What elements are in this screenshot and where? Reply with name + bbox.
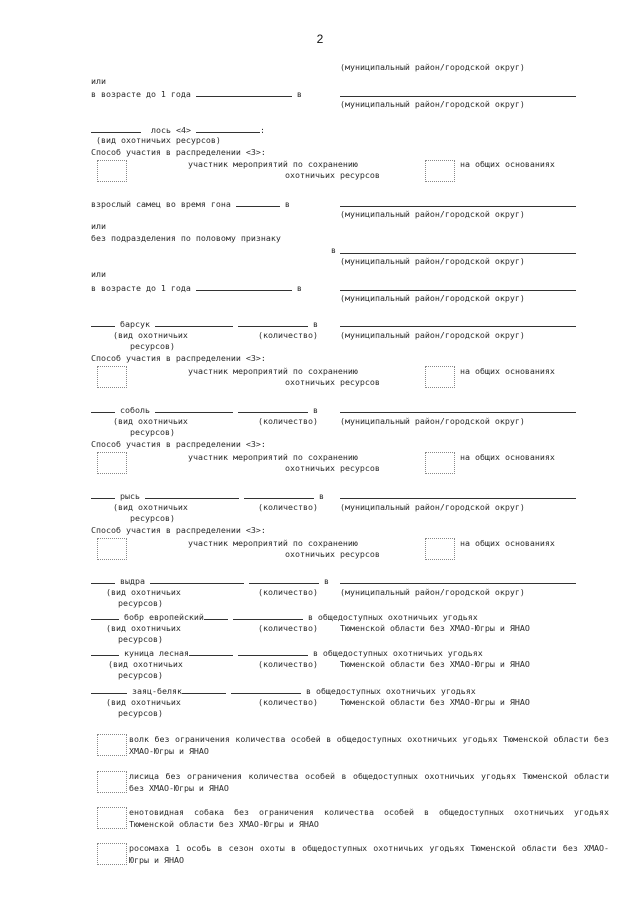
blank-field[interactable] [155,318,233,327]
quantity-caption: (количество) [258,659,318,669]
no-sex-label: без подразделения по половому признаку [91,233,281,243]
marten-label: куница лесная [124,648,189,658]
fox-text: лисица без ограничения количества особей в общедоступных охотничьих угодьях Тюменской области без ХМАО-Югры и ЯНАО [129,771,609,793]
species-caption: (вид охотничьих [106,587,181,597]
blank-field[interactable] [91,124,141,133]
resources-caption: ресурсов) [130,341,175,351]
blank-field[interactable] [196,88,292,97]
blank-field[interactable] [91,575,115,584]
mun-field[interactable] [340,583,576,584]
blank-field[interactable] [91,490,115,499]
blank-field[interactable] [238,647,308,656]
quantity-caption: (количество) [258,502,318,512]
mun-caption: (муниципальный район/городской округ) [340,209,525,219]
resources-caption: ресурсов) [118,634,163,644]
in-label: в [296,89,302,99]
participant-text-1: участник мероприятий по сохранению [188,538,358,548]
species-caption: (вид охотничьих [108,659,183,669]
mun-caption: (муниципальный район/городской округ) [340,293,525,303]
sable-label: соболь [120,405,150,415]
species-caption: (вид охотничьих [106,697,181,707]
mun-field[interactable] [340,253,576,254]
blank-field[interactable] [244,490,314,499]
mun-field[interactable] [340,96,576,97]
raccoon-checkbox[interactable] [97,807,127,829]
beaver-row [91,611,478,622]
participation-label: Способ участия в распределении <3>: [91,353,266,363]
mun-caption: (муниципальный район/городской округ) [340,62,525,72]
fox-checkbox[interactable] [97,771,127,793]
blank-field[interactable] [236,198,280,207]
wolf-text: волк без ограничения количества особей в общедоступных охотничьих угодьях Тюменской области без ХМАО-Югры и ЯНАО [129,734,609,756]
participant-text-1: участник мероприятий по сохранению [188,159,358,169]
blank-field[interactable] [91,611,119,620]
hare-label: заяц-беляк [132,686,182,696]
badger-row [91,318,318,329]
resources-caption: ресурсов) [118,708,163,718]
otter-row [91,575,329,586]
region-label: Тюменской области без ХМАО-Югры и ЯНАО [340,697,530,707]
species-caption: (вид охотничьих [113,502,188,512]
general-text: на общих основаниях [460,159,555,169]
blank-field[interactable] [91,318,115,327]
blank-field[interactable] [182,685,226,694]
participant-text-2: охотничьих ресурсов [285,377,380,387]
blank-field[interactable] [155,404,233,413]
mun-field[interactable] [340,206,576,207]
general-checkbox[interactable] [425,160,455,182]
mun-caption: (муниципальный район/городской округ) [340,99,525,109]
blank-field[interactable] [145,490,239,499]
region-label: Тюменской области без ХМАО-Югры и ЯНАО [340,659,530,669]
general-checkbox[interactable] [425,366,455,388]
participant-text-2: охотничьих ресурсов [285,549,380,559]
adult-male-row [91,198,290,209]
blank-field[interactable] [233,611,303,620]
resources-caption: ресурсов) [130,513,175,523]
in-label: в [296,283,302,293]
or-text: или [91,269,106,279]
in-label: в [318,491,324,501]
public-grounds-label: в общедоступных охотничьих угодьях [312,648,483,658]
age-row [91,282,302,293]
otter-label: выдра [120,576,145,586]
general-checkbox[interactable] [425,452,455,474]
in-label: в [331,245,336,255]
participation-label: Способ участия в распределении <3>: [91,525,266,535]
public-grounds-label: в общедоступных охотничьих угодьях [307,612,478,622]
general-text: на общих основаниях [460,452,555,462]
mun-field[interactable] [340,326,576,327]
age-label: в возрасте до 1 года [91,283,191,293]
blank-field[interactable] [150,575,244,584]
or-text: или [91,221,106,231]
blank-field[interactable] [196,282,292,291]
blank-field[interactable] [204,611,228,620]
participant-checkbox[interactable] [97,452,127,474]
blank-field[interactable] [91,647,119,656]
adult-male-label: взрослый самец во время гона [91,199,231,209]
beaver-label: бобр европейский [124,612,204,622]
hare-row [91,685,476,696]
species-caption: (вид охотничьих [113,330,188,340]
mun-caption: (муниципальный район/городской округ) [340,587,525,597]
raccoon-text: енотовидная собака без ограничения количества особей в общедоступных охотничьих угодьях Тюменской области без ХМАО-Югры и ЯНАО [129,807,609,829]
resources-caption: ресурсов) [118,670,163,680]
in-label: в [312,405,318,415]
participant-text-1: участник мероприятий по сохранению [188,452,358,462]
elk-row [91,124,265,135]
blank-field[interactable] [231,685,301,694]
species-caption: (вид охотничьих ресурсов) [96,135,221,145]
mun-field[interactable] [340,290,576,291]
mun-field[interactable] [340,412,576,413]
quantity-caption: (количество) [258,587,318,597]
resources-caption: ресурсов) [130,427,175,437]
quantity-caption: (количество) [258,623,318,633]
mun-caption: (муниципальный район/городской округ) [340,502,525,512]
participation-label: Способ участия в распределении <3>: [91,147,266,157]
blank-field[interactable] [91,685,127,694]
in-label: в [312,319,318,329]
blank-field[interactable] [238,404,308,413]
blank-field[interactable] [249,575,319,584]
marten-row [91,647,483,658]
badger-label: барсук [120,319,150,329]
lynx-row [91,490,324,501]
mun-caption: (муниципальный район/городской округ) [340,416,525,426]
participant-checkbox[interactable] [97,160,127,182]
in-label: в [284,199,290,209]
blank-field[interactable] [196,124,260,133]
age-row [91,88,302,99]
quantity-caption: (количество) [258,697,318,707]
blank-field[interactable] [189,647,233,656]
blank-field[interactable] [238,318,308,327]
colon: : [259,125,265,135]
participant-checkbox[interactable] [97,538,127,560]
participant-text-2: охотничьих ресурсов [285,463,380,473]
general-text: на общих основаниях [460,538,555,548]
participant-checkbox[interactable] [97,366,127,388]
participation-label: Способ участия в распределении <3>: [91,439,266,449]
species-caption: (вид охотничьих [113,416,188,426]
in-label: в [323,576,329,586]
wolverine-text: росомаха 1 особь в сезон охоты в общедоступных охотничьих угодьях Тюменской области без ХМАО-Югры и ЯНАО [129,843,609,865]
participant-text-2: охотничьих ресурсов [285,170,380,180]
lynx-label: рысь [120,491,140,501]
mun-caption: (муниципальный район/городской округ) [340,256,525,266]
elk-label: лось <4> [151,125,191,135]
general-text: на общих основаниях [460,366,555,376]
species-caption: (вид охотничьих [106,623,181,633]
blank-field[interactable] [91,404,115,413]
public-grounds-label: в общедоступных охотничьих угодьях [305,686,476,696]
region-label: Тюменской области без ХМАО-Югры и ЯНАО [340,623,530,633]
participant-text-1: участник мероприятий по сохранению [188,366,358,376]
quantity-caption: (количество) [258,416,318,426]
resources-caption: ресурсов) [118,598,163,608]
page-number: 2 [316,32,324,46]
or-text: или [91,76,106,86]
age-label: в возрасте до 1 года [91,89,191,99]
quantity-caption: (количество) [258,330,318,340]
mun-caption: (муниципальный район/городской округ) [340,330,525,340]
sable-row [91,404,318,415]
general-checkbox[interactable] [425,538,455,560]
wolf-checkbox[interactable] [97,734,127,756]
mun-field[interactable] [340,498,576,499]
wolverine-checkbox[interactable] [97,843,127,865]
